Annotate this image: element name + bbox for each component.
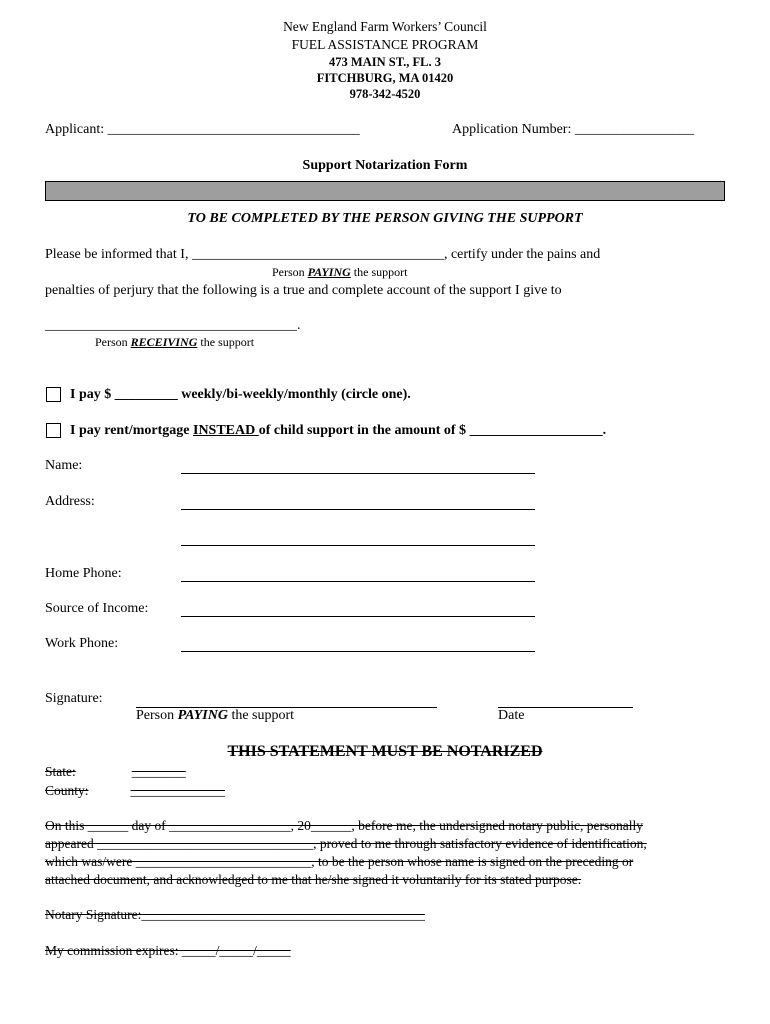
work-phone-label: Work Phone: (45, 636, 119, 651)
paying-caption-c: the support (350, 265, 408, 279)
state-field[interactable]: ________ (131, 764, 186, 779)
applicant-row (45, 122, 360, 138)
payer-name-field[interactable]: ____________________________________ (191, 247, 444, 262)
paying-caption-b: PAYING (307, 265, 351, 279)
notary-paragraph-line-3: which was/were __________________________, to be the person whose name is signed on the preceding or (45, 854, 634, 869)
home-phone-field[interactable] (181, 581, 535, 582)
phone-number: 978-342-4520 (349, 87, 421, 101)
state-row (45, 764, 186, 780)
option-pay-amount (70, 387, 411, 403)
source-of-income-field[interactable] (181, 616, 535, 617)
paying-caption (272, 265, 407, 280)
state-label: State: (45, 764, 76, 779)
county-row (45, 783, 225, 799)
notary-paragraph-line-2: appeared ________________________________, proved to me through satisfactory evidence of identification, (45, 836, 647, 851)
section-divider-bar (45, 181, 725, 201)
opt2-instead: INSTEAD (193, 423, 259, 438)
receiving-caption-b: RECEIVING (130, 335, 198, 349)
signature-label: Signature: (45, 691, 103, 706)
notary-paragraph-line-4: attached document, and acknowledged to me that he/she signed it voluntarily for its stated purpose. (45, 872, 582, 887)
address-street: 473 MAIN ST., FL. 3 (329, 55, 441, 69)
address-field-1[interactable] (181, 509, 535, 510)
sig-caption-a: Person (136, 708, 178, 723)
opt1-text-a: I pay $ (70, 387, 115, 402)
county-field[interactable]: ______________ (130, 783, 226, 798)
receiving-caption-c: the support (197, 335, 255, 349)
org-name: New England Farm Workers’ Council (283, 19, 487, 34)
sig-caption-b: PAYING (177, 708, 228, 723)
date-caption: Date (498, 708, 525, 723)
receiver-name-field[interactable]: ____________________________________ (45, 318, 297, 333)
section-heading: TO BE COMPLETED BY THE PERSON GIVING THE SUPPORT (187, 211, 583, 226)
notary-signature-field[interactable]: __________________________________________ (141, 907, 425, 922)
address-field-2[interactable] (181, 545, 535, 546)
option-rent-mortgage (70, 423, 606, 439)
pay-amount-field[interactable]: _________ (114, 387, 178, 402)
statement-line-1 (45, 247, 600, 263)
opt2-text-a: I pay rent/mortgage (70, 423, 193, 438)
receiver-period: . (297, 318, 301, 333)
work-phone-field[interactable] (181, 651, 535, 652)
name-field[interactable] (181, 473, 535, 474)
notary-signature-row (45, 907, 425, 923)
notary-paragraph-line-1: On this ______ day of __________________, 20______, before me, the undersigned notary public, personally (45, 818, 644, 833)
county-label: County: (45, 783, 89, 798)
home-phone-label: Home Phone: (45, 566, 122, 581)
receiving-caption-a: Person (95, 335, 131, 349)
notary-signature-label: Notary Signature: (45, 907, 142, 922)
sig-caption-c: the support (227, 708, 295, 723)
commission-row (45, 943, 291, 959)
receiving-caption (95, 335, 254, 350)
statement-line-2: penalties of perjury that the following is a true and complete account of the support I give to (45, 283, 562, 298)
opt1-text-b: weekly/bi-weekly/monthly (circle one). (177, 387, 411, 402)
weekly-payment-checkbox[interactable] (46, 387, 61, 402)
statement-text-start: Please be informed that I, (45, 247, 192, 262)
opt2-period: . (602, 423, 607, 438)
commission-date-field[interactable]: _____/_____/_____ (178, 943, 291, 958)
commission-label: My commission expires: (45, 943, 179, 958)
statement-text-end: , certify under the pains and (443, 247, 601, 262)
receiver-row (45, 318, 301, 334)
opt2-text-b: of child support in the amount of $ (258, 423, 470, 438)
applicant-label: Applicant: (45, 122, 105, 137)
rent-mortgage-checkbox[interactable] (46, 423, 61, 438)
address-label: Address: (45, 494, 95, 509)
application-number-label: Application Number: (452, 122, 572, 137)
address-city: FITCHBURG, MA 01420 (316, 71, 454, 85)
name-label: Name: (45, 458, 83, 473)
program-name: FUEL ASSISTANCE PROGRAM (291, 37, 479, 52)
form-title: Support Notarization Form (302, 158, 468, 173)
notarized-heading: THIS STATEMENT MUST BE NOTARIZED (227, 743, 543, 760)
rent-amount-field[interactable]: ___________________ (469, 423, 603, 438)
source-of-income-label: Source of Income: (45, 601, 149, 616)
signature-caption (136, 708, 294, 724)
paying-caption-a: Person (272, 265, 308, 279)
application-number-row (452, 122, 694, 138)
applicant-field[interactable]: ____________________________________ (107, 122, 360, 137)
application-number-field[interactable]: _________________ (574, 122, 694, 137)
